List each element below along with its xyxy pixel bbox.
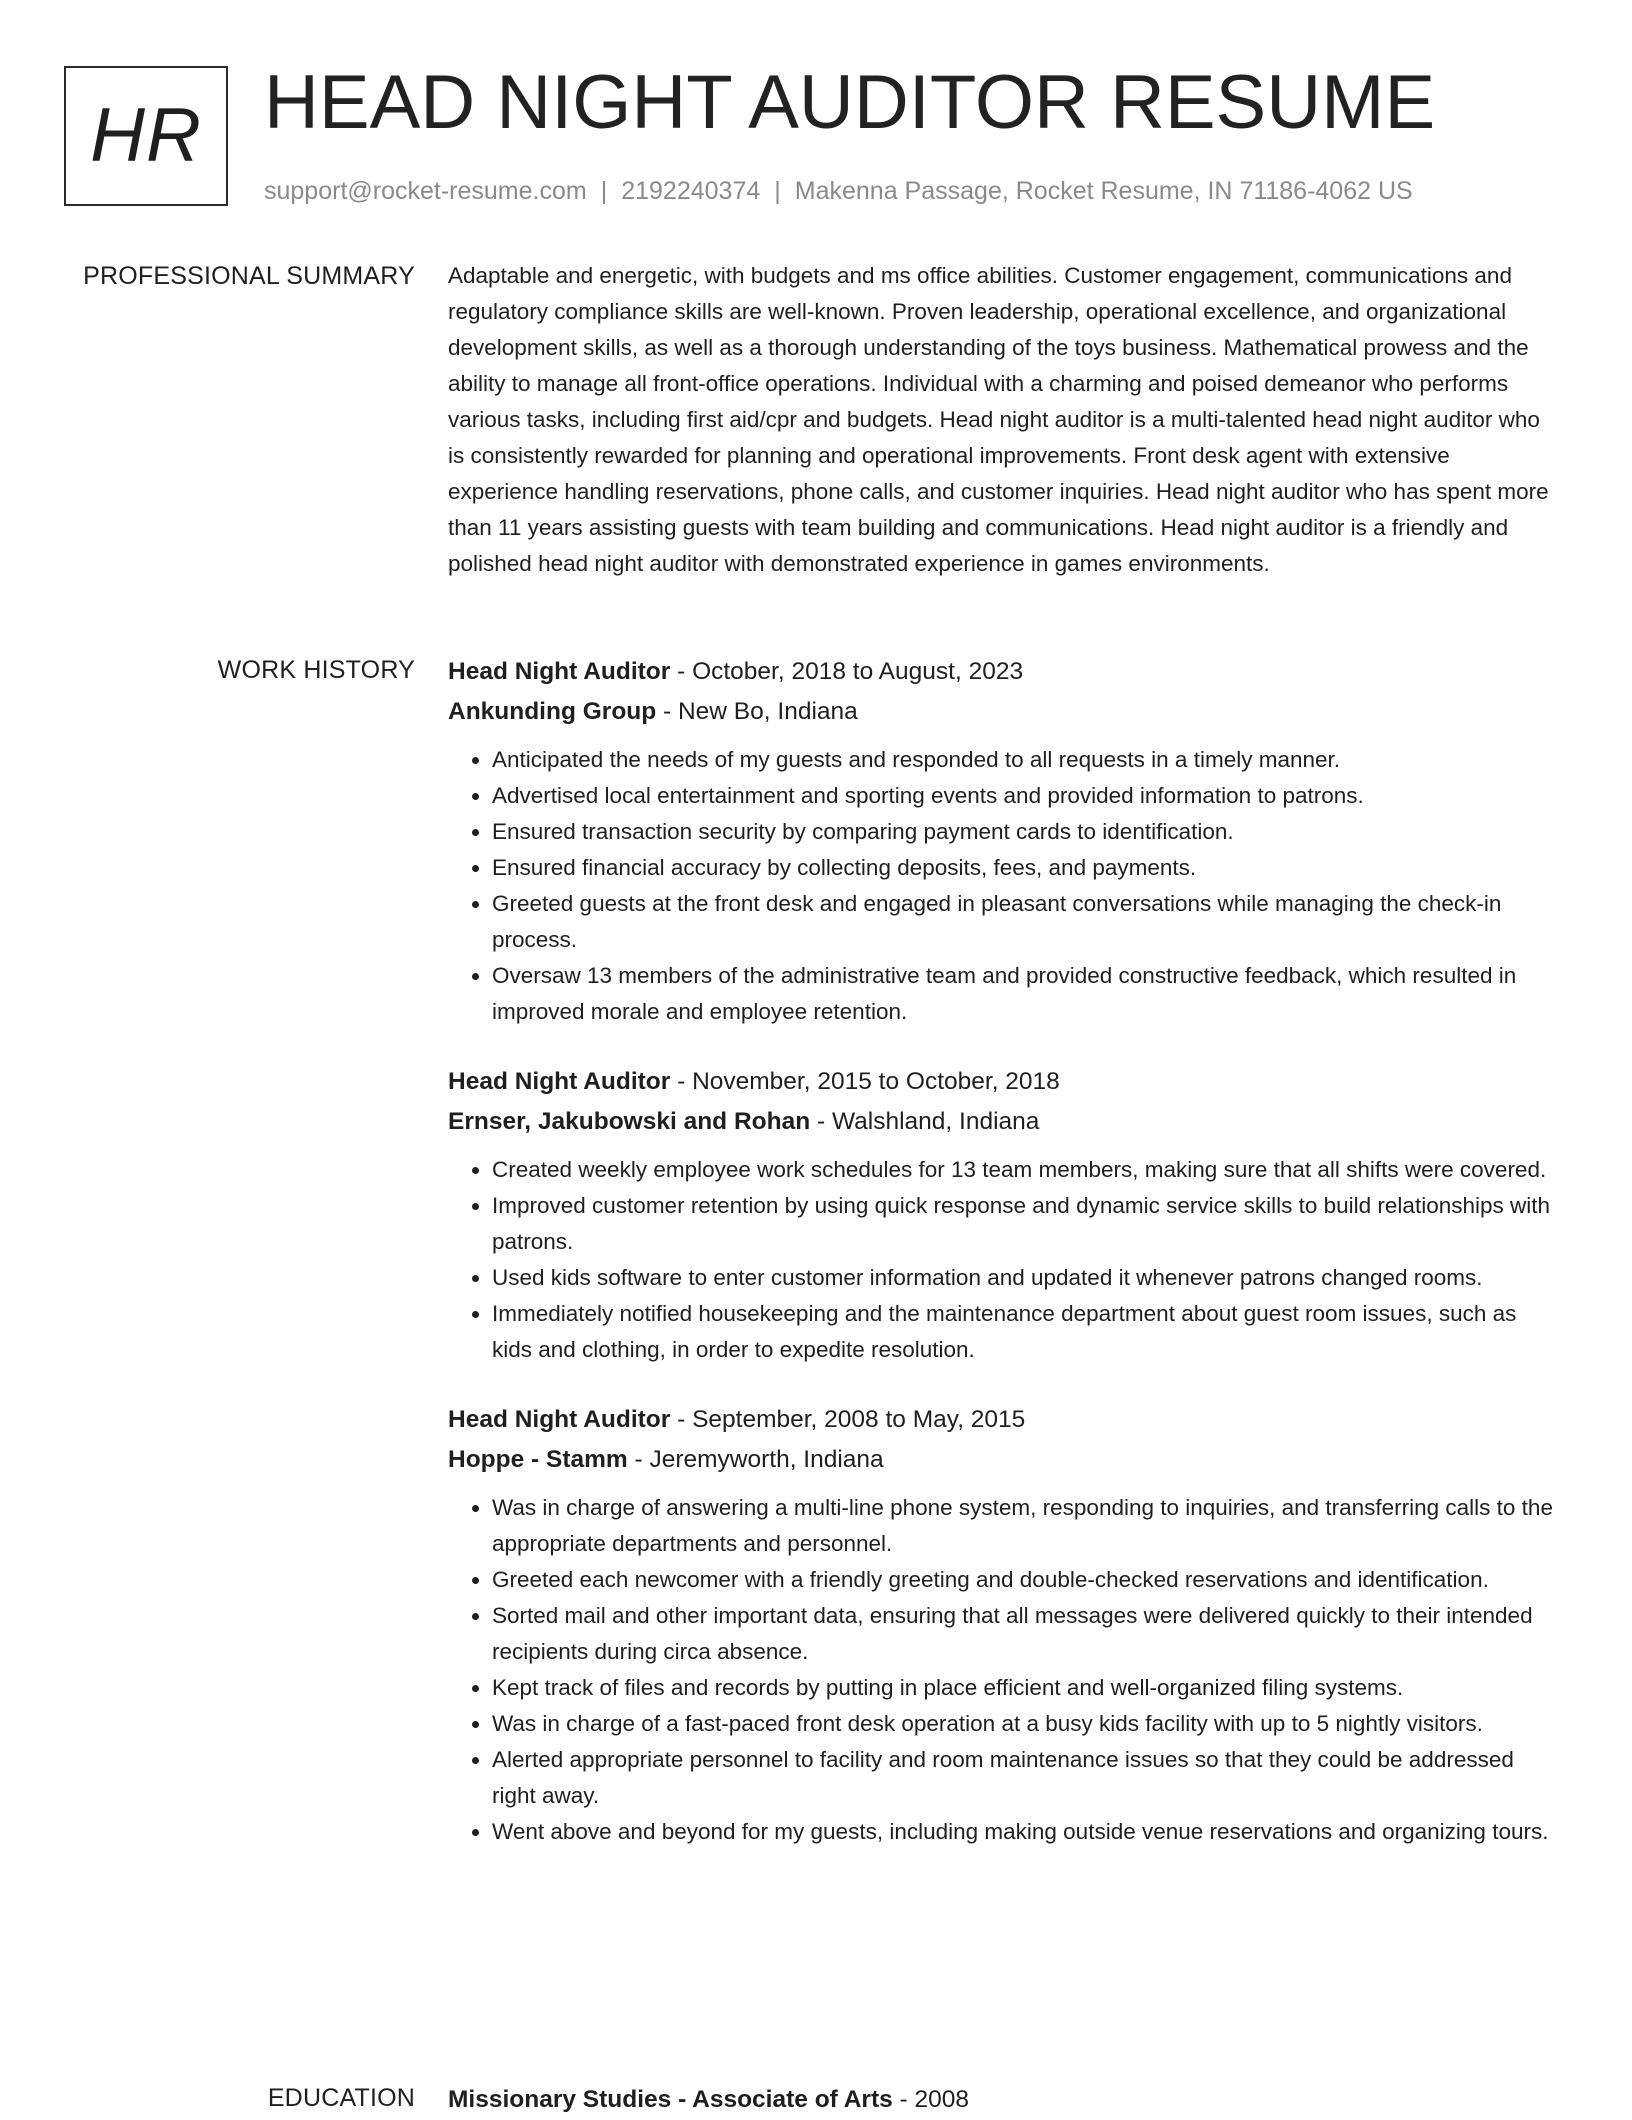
job-bullet-item: • Was in charge of a fast-paced front desk operation at a busy kids facility with up to 5 nightly visitors.	[492, 1706, 1560, 1742]
contact-separator: |	[600, 177, 608, 205]
job-title: Head Night Auditor	[448, 658, 671, 685]
job-entry	[448, 1062, 1560, 1368]
contact-separator: |	[774, 177, 781, 205]
job-title-line	[448, 652, 1560, 692]
job-company: Hoppe - Stamm	[448, 1446, 628, 1473]
job-location: - Jeremyworth, Indiana	[627, 1446, 884, 1473]
job-bullet-item: • Created weekly employee work schedules for 13 team members, making sure that all shifts were covered.	[492, 1152, 1560, 1188]
job-company-line	[448, 1102, 1560, 1142]
contact-address: Makenna Passage, Rocket Resume, IN 71186-4062 US	[794, 177, 1413, 205]
resume-title: HEAD NIGHT AUDITOR RESUME	[264, 60, 1436, 145]
job-bullets	[448, 1152, 1560, 1368]
work-history-label: WORK HISTORY	[217, 656, 415, 684]
contact-email: support@rocket-resume.com	[264, 177, 587, 205]
job-title: Head Night Auditor	[448, 1406, 671, 1433]
contact-line	[264, 176, 1413, 206]
job-bullet-item: • Alerted appropriate personnel to facility and room maintenance issues so that they could be addressed right away.	[492, 1742, 1560, 1814]
job-bullet-item: • Immediately notified housekeeping and the maintenance department about guest room issues, such as kids and clothing, in order to expedite resolution.	[492, 1296, 1560, 1368]
job-dates: - November, 2015 to October, 2018	[670, 1068, 1060, 1095]
job-bullet-item: • Kept track of files and records by putting in place efficient and well-organized filing systems.	[492, 1670, 1560, 1706]
job-dates: - October, 2018 to August, 2023	[670, 658, 1024, 685]
job-company: Ankunding Group	[448, 698, 657, 725]
education-entry	[448, 2080, 1560, 2120]
job-bullet-item: • Sorted mail and other important data, ensuring that all messages were delivered quickly to their intended recipients during circa absence.	[492, 1598, 1560, 1670]
job-entry	[448, 652, 1560, 1030]
job-title-line	[448, 1400, 1560, 1440]
job-bullet-item: • Oversaw 13 members of the administrative team and provided constructive feedback, which resulted in improved morale and employee retention.	[492, 958, 1560, 1030]
work-history-list	[448, 652, 1560, 1882]
job-title: Head Night Auditor	[448, 1068, 671, 1095]
job-company-line	[448, 692, 1560, 732]
job-entry	[448, 1400, 1560, 1850]
job-location: - New Bo, Indiana	[656, 698, 858, 725]
contact-phone: 2192240374	[621, 177, 761, 205]
monogram-box	[64, 66, 228, 206]
monogram-initials: HR	[90, 93, 202, 178]
job-dates: - September, 2008 to May, 2015	[670, 1406, 1026, 1433]
education-year: - 2008	[892, 2086, 970, 2113]
job-bullet-item: • Ensured transaction security by comparing payment cards to identification.	[492, 814, 1560, 850]
job-bullet-item: • Anticipated the needs of my guests and responded to all requests in a timely manner.	[492, 742, 1560, 778]
job-bullet-item: • Greeted each newcomer with a friendly greeting and double-checked reservations and identification.	[492, 1562, 1560, 1598]
job-company: Ernser, Jakubowski and Rohan	[448, 1108, 811, 1135]
job-bullet-item: • Advertised local entertainment and sporting events and provided information to patrons.	[492, 778, 1560, 814]
job-bullet-item: • Used kids software to enter customer information and updated it whenever patrons changed rooms.	[492, 1260, 1560, 1296]
job-bullets	[448, 742, 1560, 1030]
job-bullet-item: • Was in charge of answering a multi-line phone system, responding to inquiries, and transferring calls to the appropriate departments and personnel.	[492, 1490, 1560, 1562]
job-location: - Walshland, Indiana	[810, 1108, 1040, 1135]
job-bullet-item: • Ensured financial accuracy by collecting deposits, fees, and payments.	[492, 850, 1560, 886]
job-bullet-item: • Greeted guests at the front desk and engaged in pleasant conversations while managing the check-in process.	[492, 886, 1560, 958]
education-degree: Missionary Studies - Associate of Arts	[448, 2086, 893, 2113]
summary-label: PROFESSIONAL SUMMARY	[83, 262, 415, 290]
job-title-line	[448, 1062, 1560, 1102]
education-label: EDUCATION	[267, 2084, 415, 2112]
job-bullets	[448, 1490, 1560, 1850]
job-bullet-item: • Went above and beyond for my guests, including making outside venue reservations and organizing tours.	[492, 1814, 1560, 1850]
job-bullet-item: • Improved customer retention by using quick response and dynamic service skills to build relationships with patrons.	[492, 1188, 1560, 1260]
education-line	[448, 2080, 1560, 2120]
summary-text: Adaptable and energetic, with budgets and ms office abilities. Customer engagement, communications and regulatory compliance skills are well-known. Proven leadership, operational excellence, and organizational development skills, as well as a thorough understanding of the toys business. Mathematical prowess and the ability to manage all front-office operations. Individual with a charming and poised demeanor who performs various tasks, including first aid/cpr and budgets. Head night auditor is a multi-talented head night auditor who is consistently rewarded for planning and operational improvements. Front desk agent with extensive experience handling reservations, phone calls, and customer inquiries. Head night auditor who has spent more than 11 years assisting guests with team building and communications. Head night auditor is a friendly and polished head night auditor with demonstrated experience in games environments.	[448, 263, 1549, 576]
job-company-line	[448, 1440, 1560, 1480]
